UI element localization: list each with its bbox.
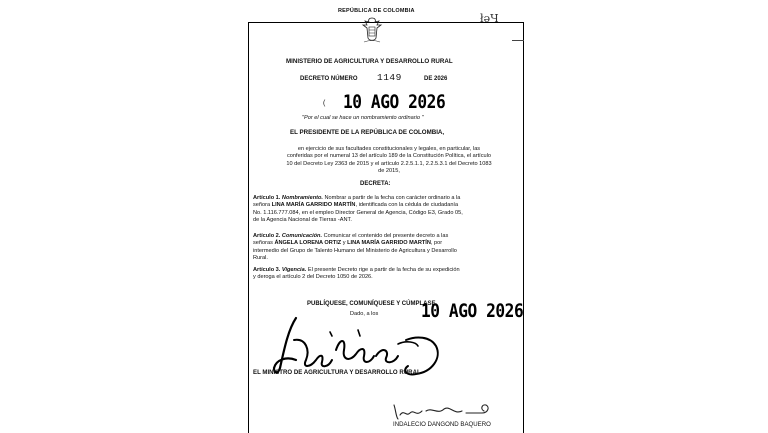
signer-name: INDALECIO DANGOND BAQUERO xyxy=(393,421,491,428)
decreta-heading: DECRETA: xyxy=(360,181,391,187)
date-stamp: 10 AGO 2026 xyxy=(343,91,446,113)
decreto-label: DECRETO NÚMERO xyxy=(300,76,358,82)
dado-text: Dado, a los xyxy=(350,311,379,317)
republic-header: REPÚBLICA DE COLOMBIA xyxy=(338,8,415,14)
decreto-number: 1149 xyxy=(377,72,402,83)
ministry-title: MINISTERIO DE AGRICULTURA Y DESARROLLO RURAL xyxy=(286,58,453,65)
handwritten-corner-mark: łəЧ xyxy=(480,12,499,25)
minister-title: EL MINISTRO DE AGRICULTURA Y DESARROLLO RURAL xyxy=(253,369,421,376)
president-heading: EL PRESIDENTE DE LA REPÚBLICA DE COLOMBIA, xyxy=(290,129,445,136)
stamp-mark: ( xyxy=(323,100,326,107)
date-stamp-2: 10 AGO 2026 xyxy=(421,300,524,322)
decreto-year: DE 2026 xyxy=(424,76,448,82)
stray-mark xyxy=(512,40,524,41)
article-1: Artículo 1. Nombramiento. Nombrar a partir de la fecha con carácter ordinario a la señora LINA MARÍA GARRIDO MARTÍN, identificada con la cédula de ciudadanía No. 1.116.777.084, en el empleo Director General de Agencia, Código E3, Grado 05, de la Agencia Nacional de Tierras -ANT. xyxy=(253,195,463,223)
closing-formula: PUBLÍQUESE, COMUNÍQUESE Y CÚMPLASE xyxy=(307,301,436,307)
article-3: Artículo 3. Vigencia. El presente Decreto rige a partir de la fecha de su expedición y deroga el artículo 2 del Decreto 1050 de 2026. xyxy=(253,267,460,281)
minister-signature-icon xyxy=(392,403,502,421)
decree-subtitle: "Por el cual se hace un nombramiento ordinario " xyxy=(302,115,424,121)
intro-paragraph: en ejercicio de sus facultades constitucionales y legales, en particular, las conferidas por el numeral 13 del artículo 189 de la Constitución Política, el artículo 10 del Decreto Ley 2363 de 2015 y el artículo 2.2.5.1.1, 2.2.5.3.1 del Decreto 1083 de 2015, xyxy=(286,146,492,174)
coat-of-arms-icon xyxy=(361,16,383,46)
article-2: Artículo 2. Comunicación. Comunicar el contenido del presente decreto a las señoras ÁNGELA LORENA ORTIZ y LINA MARÍA GARRIDO MARTÍN, por intermedio del Grupo de Talento Humano del Ministerio de Agricultura y Desarrollo Rural. xyxy=(253,233,457,261)
